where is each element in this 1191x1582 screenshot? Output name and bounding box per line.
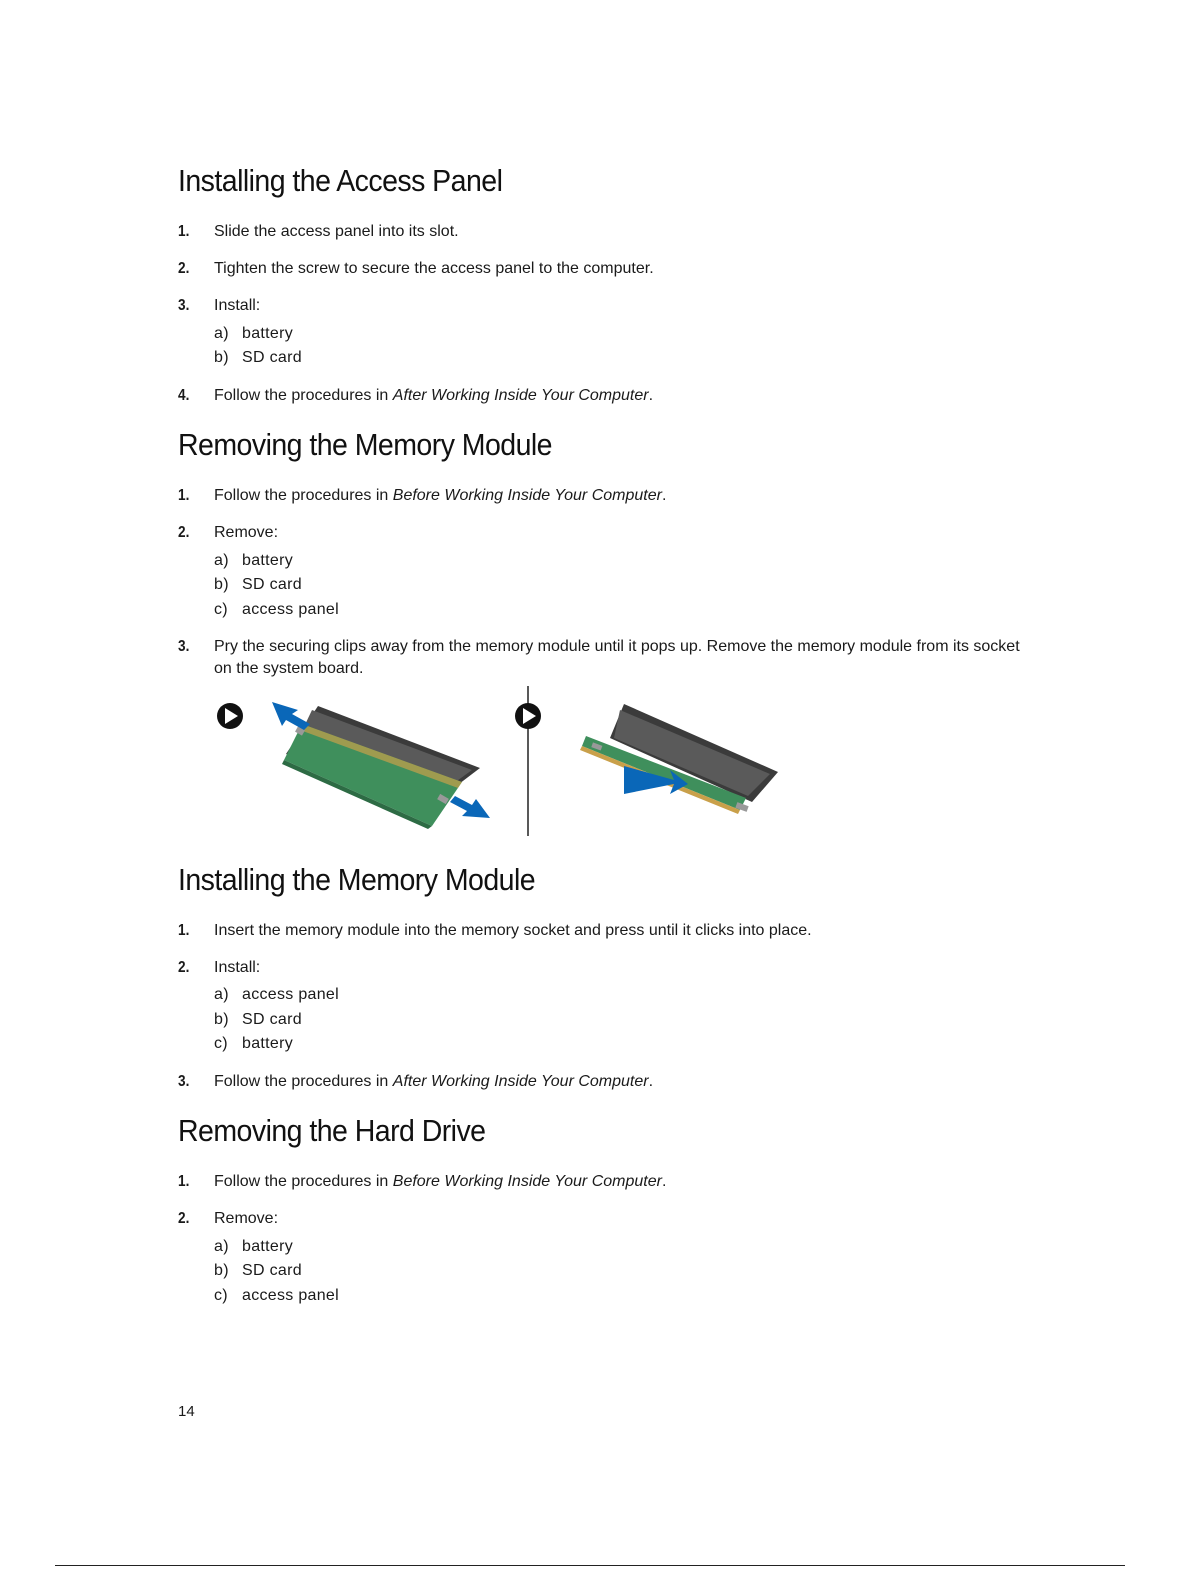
- sub-item-text: SD card: [242, 349, 302, 366]
- step-number: 4.: [178, 387, 190, 404]
- sub-item-text: SD card: [242, 576, 302, 593]
- step-text: Tighten the screw to secure the access panel to the computer.: [214, 260, 654, 277]
- step-text: Remove:: [214, 1210, 279, 1227]
- sub-item-letter: c): [214, 1287, 228, 1304]
- sub-item-letter: b): [214, 576, 229, 593]
- cross-reference-link[interactable]: Before Working Inside Your Computer: [392, 1173, 662, 1190]
- step-text: [214, 385, 1034, 407]
- cross-reference-link[interactable]: After Working Inside Your Computer: [392, 387, 649, 404]
- sub-item-text: battery: [242, 1238, 294, 1255]
- sub-item-text: battery: [242, 1035, 294, 1052]
- sub-item: [214, 347, 302, 369]
- step-text-after: .: [648, 387, 654, 404]
- step-number: 2.: [178, 524, 190, 541]
- step-number: 3.: [178, 297, 190, 314]
- memory-module-removal-illustration: [200, 684, 800, 840]
- step-text-before: Follow the procedures in: [214, 1073, 393, 1090]
- step-text-before: Follow the procedures in: [214, 1173, 393, 1190]
- sub-item: [214, 1033, 293, 1055]
- step-text-before: Follow the procedures in: [214, 487, 393, 504]
- sub-item: [214, 323, 293, 345]
- sub-item: [214, 1009, 302, 1031]
- step-text: Pry the securing clips away from the memory module until it pops up. Remove the memory module from its socket on the system board.: [214, 638, 1020, 677]
- step-text: [214, 1171, 1034, 1193]
- step-text-after: .: [648, 1073, 654, 1090]
- sub-item-text: access panel: [242, 986, 339, 1003]
- sub-item-letter: c): [214, 601, 228, 618]
- page-number: 14: [178, 1403, 195, 1420]
- cross-reference-link[interactable]: Before Working Inside Your Computer: [392, 487, 662, 504]
- step-number: 3.: [178, 638, 190, 655]
- step-callout-icon: [217, 703, 243, 729]
- cross-reference-link[interactable]: After Working Inside Your Computer: [392, 1073, 649, 1090]
- sub-item-letter: a): [214, 986, 229, 1003]
- sub-item: [214, 574, 302, 596]
- sub-item-text: battery: [242, 552, 294, 569]
- sub-item-text: battery: [242, 325, 294, 342]
- step-text: Insert the memory module into the memory socket and press until it clicks into place.: [214, 922, 812, 939]
- sub-item: [214, 984, 339, 1006]
- footer-rule: [55, 1565, 1125, 1566]
- sub-item: [214, 1260, 302, 1282]
- sub-item: [214, 550, 293, 572]
- sub-item-letter: a): [214, 552, 229, 569]
- step-callout-icon: [515, 703, 541, 729]
- step-text: [214, 1071, 1034, 1093]
- step-number: 2.: [178, 260, 190, 277]
- sub-item-text: SD card: [242, 1011, 302, 1028]
- step-text: Install:: [214, 959, 261, 976]
- step-number: 1.: [178, 1173, 190, 1190]
- memory-module-left: [282, 706, 480, 829]
- section-heading: Removing the Memory Module: [178, 427, 553, 462]
- sub-item-letter: b): [214, 1011, 229, 1028]
- step-number: 3.: [178, 1073, 190, 1090]
- step-text: Install:: [214, 297, 261, 314]
- step-number: 1.: [178, 223, 190, 240]
- sub-item-letter: b): [214, 1262, 229, 1279]
- step-text-after: .: [661, 1173, 667, 1190]
- step-number: 1.: [178, 487, 190, 504]
- sub-item-text: SD card: [242, 1262, 302, 1279]
- sub-item-text: access panel: [242, 1287, 339, 1304]
- step-number: 2.: [178, 959, 190, 976]
- sub-item: [214, 1236, 293, 1258]
- sub-item-letter: a): [214, 325, 229, 342]
- step-number: 2.: [178, 1210, 190, 1227]
- sub-item-letter: c): [214, 1035, 228, 1052]
- step-text: Slide the access panel into its slot.: [214, 223, 459, 240]
- sub-item-letter: b): [214, 349, 229, 366]
- step-text-before: Follow the procedures in: [214, 387, 393, 404]
- sub-item: [214, 599, 339, 621]
- sub-item-letter: a): [214, 1238, 229, 1255]
- section-heading: Installing the Access Panel: [178, 163, 503, 198]
- step-text-after: .: [661, 487, 667, 504]
- section-heading: Installing the Memory Module: [178, 862, 536, 897]
- section-heading: Removing the Hard Drive: [178, 1113, 486, 1148]
- sub-item-text: access panel: [242, 601, 339, 618]
- memory-module-right: [580, 704, 778, 814]
- step-number: 1.: [178, 922, 190, 939]
- step-text: [214, 485, 1034, 507]
- sub-item: [214, 1285, 339, 1307]
- step-text: Remove:: [214, 524, 279, 541]
